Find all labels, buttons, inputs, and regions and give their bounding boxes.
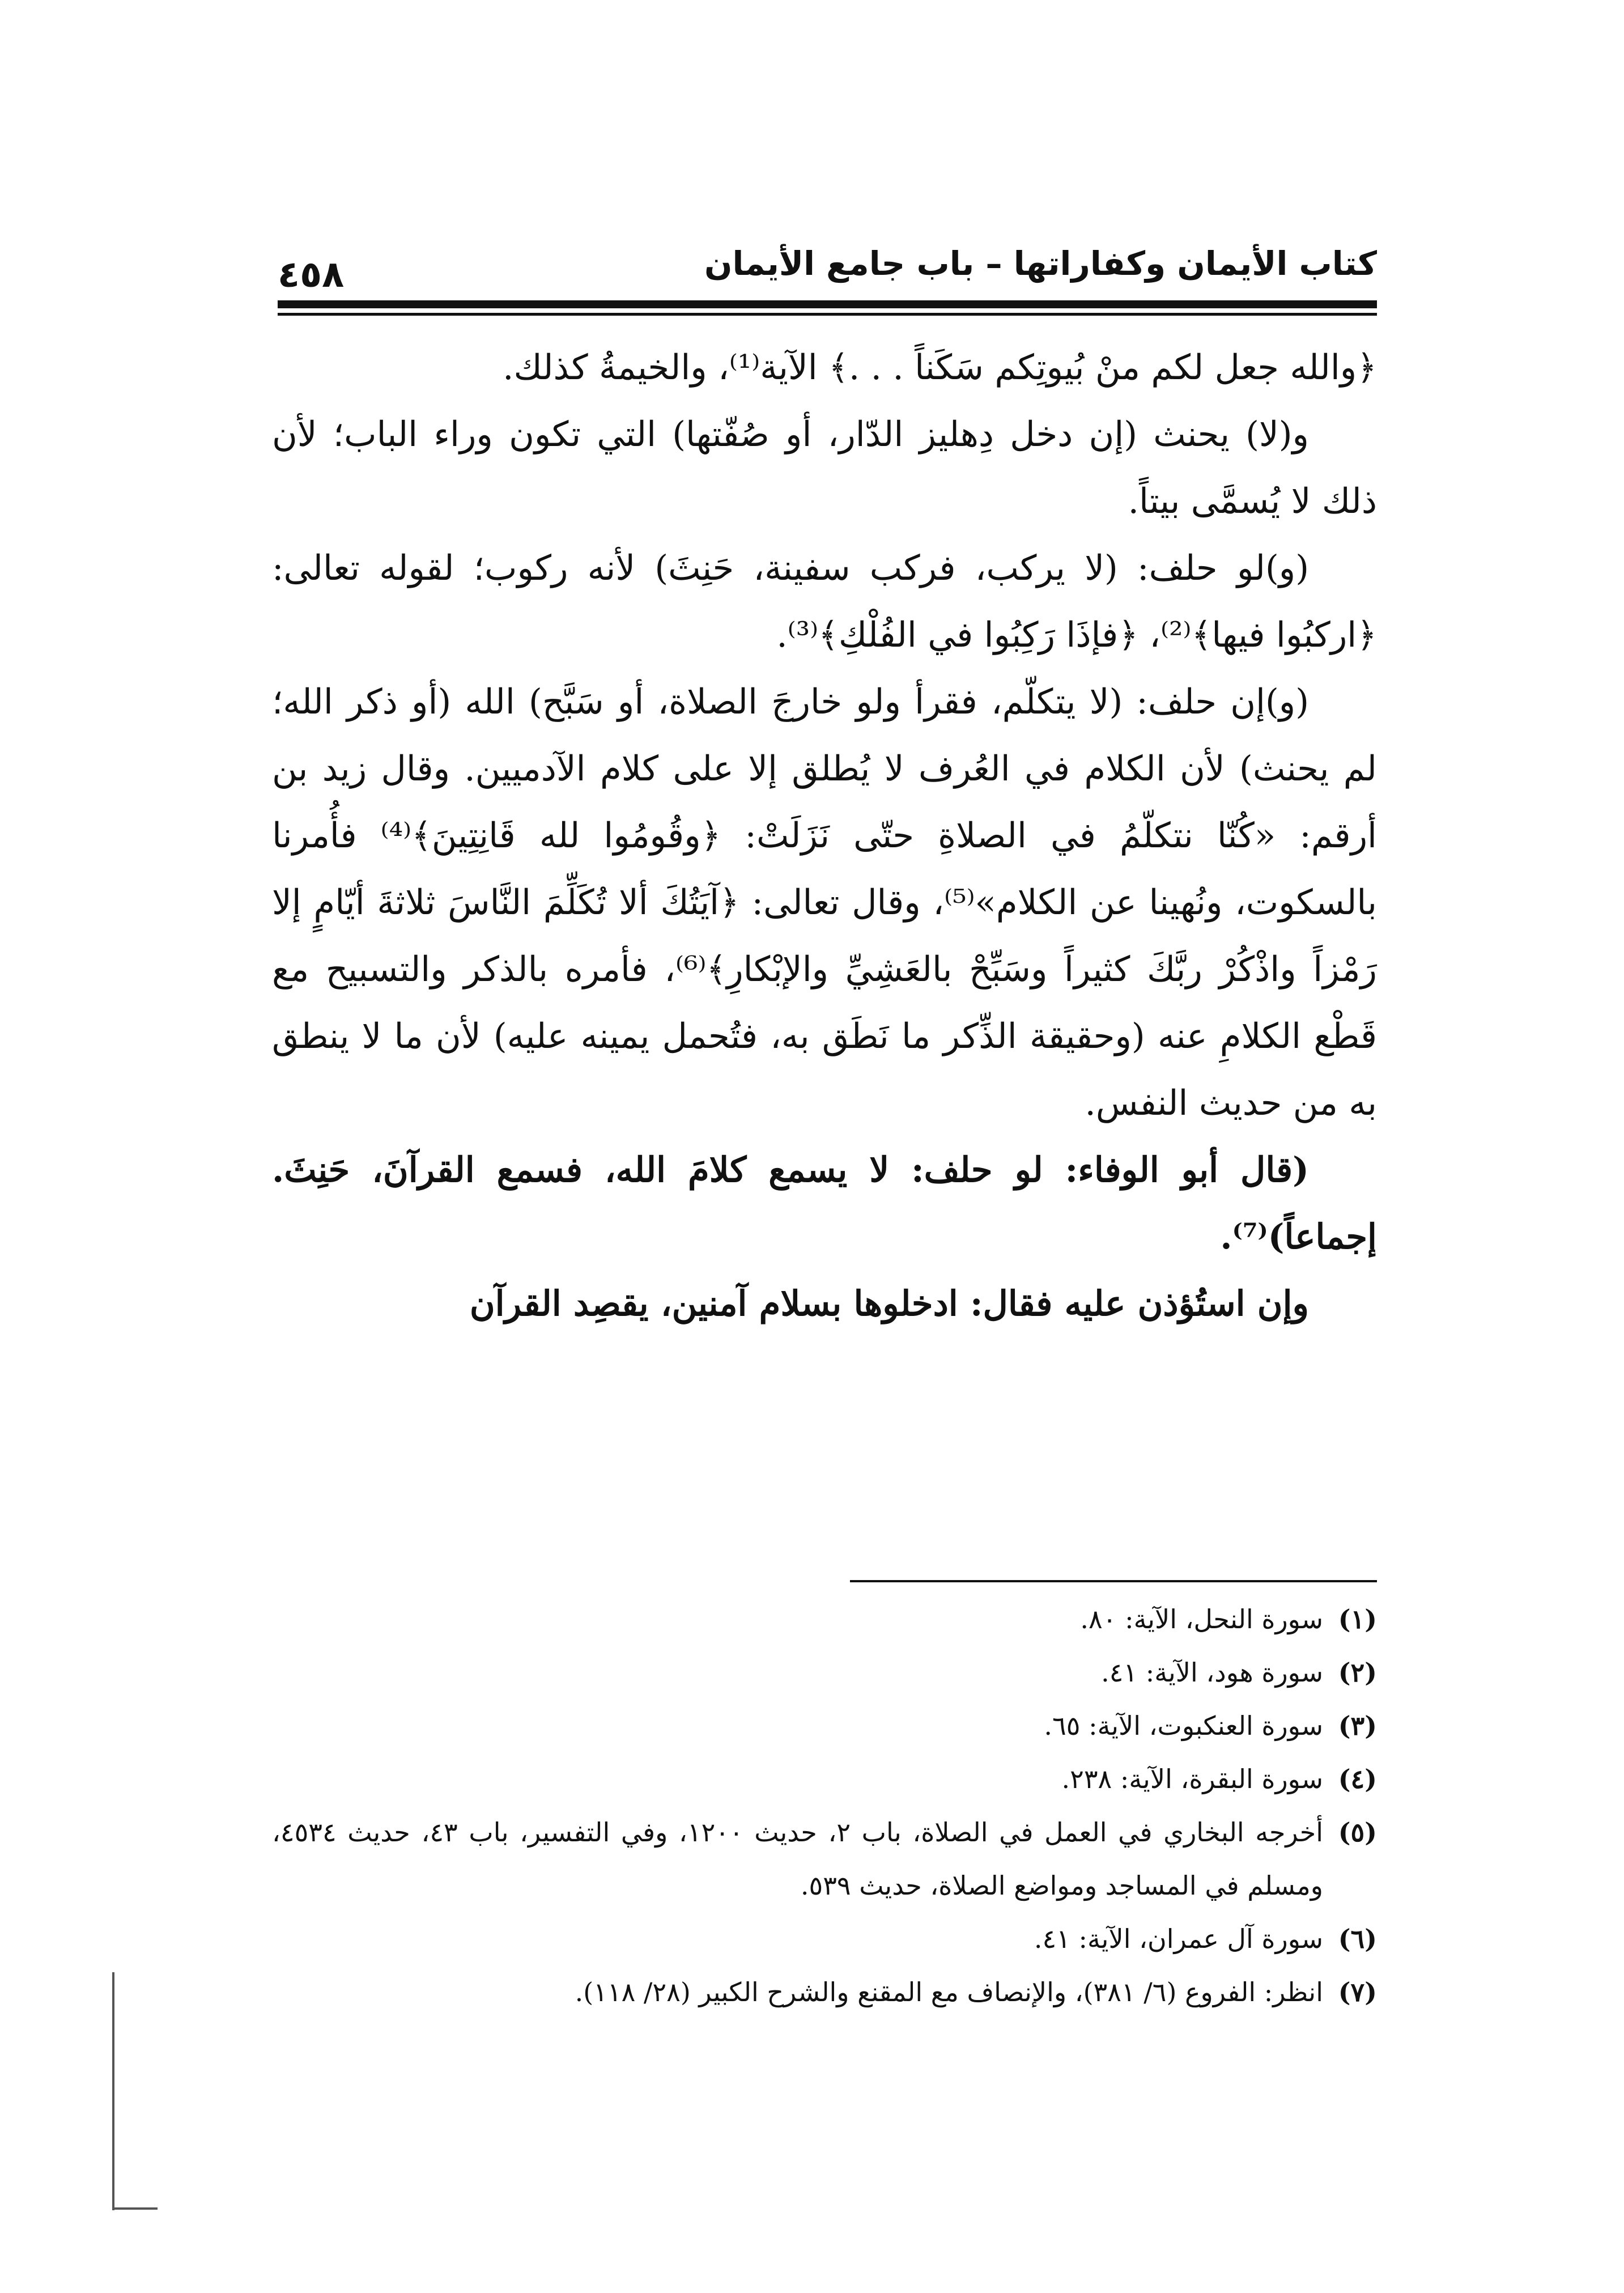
page-number: ٤٥٨ (278, 254, 345, 296)
footnote-item (272, 1593, 1377, 1646)
paragraph: وإن استُؤذن عليه فقال: ادخلوها بسلام آمنين، يقصِد القرآن (469, 1284, 1309, 1324)
chapter-title: كتاب الأيمان وكفاراتها – باب جامع الأيمان (704, 244, 1377, 283)
paragraph: و(لا) يحنث (إن دخل دِهليز الدّار، أو صُفّتها) التي تكون وراء الباب؛ لأن ذلك لا يُسمَّى بيتاً. (272, 414, 1377, 521)
footnote-text: أخرجه البخاري في العمل في الصلاة، باب ٢، حديث ١٢٠٠، وفي التفسير، باب ٤٣، حديث ٤٥٣٤، ومسلم في المساجد ومواضع الصلاة، حديث ٥٣٩. (272, 1817, 1323, 1901)
footnote-text: سورة النحل، الآية: ٨٠. (1080, 1604, 1323, 1634)
footnote-number: (٢) (1338, 1657, 1377, 1688)
footnote-item (272, 1699, 1377, 1752)
scan-edge-mark (112, 1972, 114, 2210)
footnote-number: (١) (1338, 1604, 1377, 1634)
footnote-text: سورة البقرة، الآية: ٢٣٨. (1061, 1764, 1323, 1794)
footnote-number: (٧) (1338, 1977, 1377, 2007)
footnote-number: (٦) (1338, 1923, 1377, 1954)
footnote-item (272, 1646, 1377, 1699)
main-text (272, 334, 1377, 1337)
footnote-text: سورة هود، الآية: ٤١. (1101, 1657, 1323, 1688)
footnote-separator (850, 1580, 1377, 1582)
scan-edge-mark-foot (112, 2207, 158, 2210)
header-rule-thin (278, 313, 1377, 316)
footnote-text: سورة آل عمران، الآية: ٤١. (1034, 1923, 1323, 1954)
footnote-text: انظر: الفروع (٦/ ٣٨١)، والإنصاف مع المقنع والشرح الكبير (٢٨/ ١١٨). (575, 1977, 1323, 2007)
footnotes (272, 1593, 1377, 2019)
paragraph: ﴿والله جعل لكم منْ بُيوتِكم سَكَناً . . .﴾ الآية⁽¹⁾، والخيمةُ كذلك. (503, 347, 1377, 388)
running-header (278, 238, 1377, 300)
header-rule-thick (278, 300, 1377, 308)
paragraph: (و)إن حلف: (لا يتكلّم، فقرأ ولو خارجَ الصلاة، أو سَبَّح) الله (أو ذكر الله؛ لم يحنث) لأن الكلام في العُرف لا يُطلق إلا على كلام الآدميين. وقال زيد بن أرقم: «كُنّا نتكلّمُ في الصلاةِ حتّى نَزَلَتْ: ﴿وقُومُوا لله قَانِتِينَ﴾⁽⁴⁾ فأُمرنا بالسكوت، ونُهينا عن الكلام»⁽⁵⁾، وقال تعالى: ﴿آيَتُكَ ألا تُكَلِّمَ النَّاسَ ثلاثةَ أيّامٍ إلا رَمْزاً واذْكُرْ ربَّكَ كثيراً وسَبِّحْ بالعَشِيِّ والإبْكارِ﴾⁽⁶⁾، فأمره بالذكر والتسبيح مع قَطْع الكلامِ عنه (وحقيقة الذِّكر ما نَطَق به، فتُحمل يمينه عليه) لأن ما لا ينطق به من حديث النفس. (272, 682, 1378, 1123)
footnote-number: (٤) (1338, 1764, 1377, 1794)
footnote-text: سورة العنكبوت، الآية: ٦٥. (1044, 1710, 1323, 1741)
footnote-item (272, 1752, 1377, 1806)
paragraph: (قال أبو الوفاء: لو حلف: لا يسمع كلامَ الله، فسمع القرآنَ، حَنِثَ. إجماعاً)⁽⁷⁾. (272, 1150, 1377, 1257)
footnote-number: (٥) (1338, 1817, 1377, 1848)
footnote-number: (٣) (1338, 1710, 1377, 1741)
footnote-item (272, 1965, 1377, 2019)
footnote-item (272, 1912, 1377, 1965)
footnote-item (272, 1806, 1377, 1912)
paragraph: (و)لو حلف: (لا يركب، فركب سفينة، حَنِثَ) لأنه ركوب؛ لقوله تعالى: ﴿اركبُوا فيها﴾⁽²⁾، ﴿فإذَا رَكِبُوا في الفُلْكِ﴾⁽³⁾. (272, 548, 1377, 655)
